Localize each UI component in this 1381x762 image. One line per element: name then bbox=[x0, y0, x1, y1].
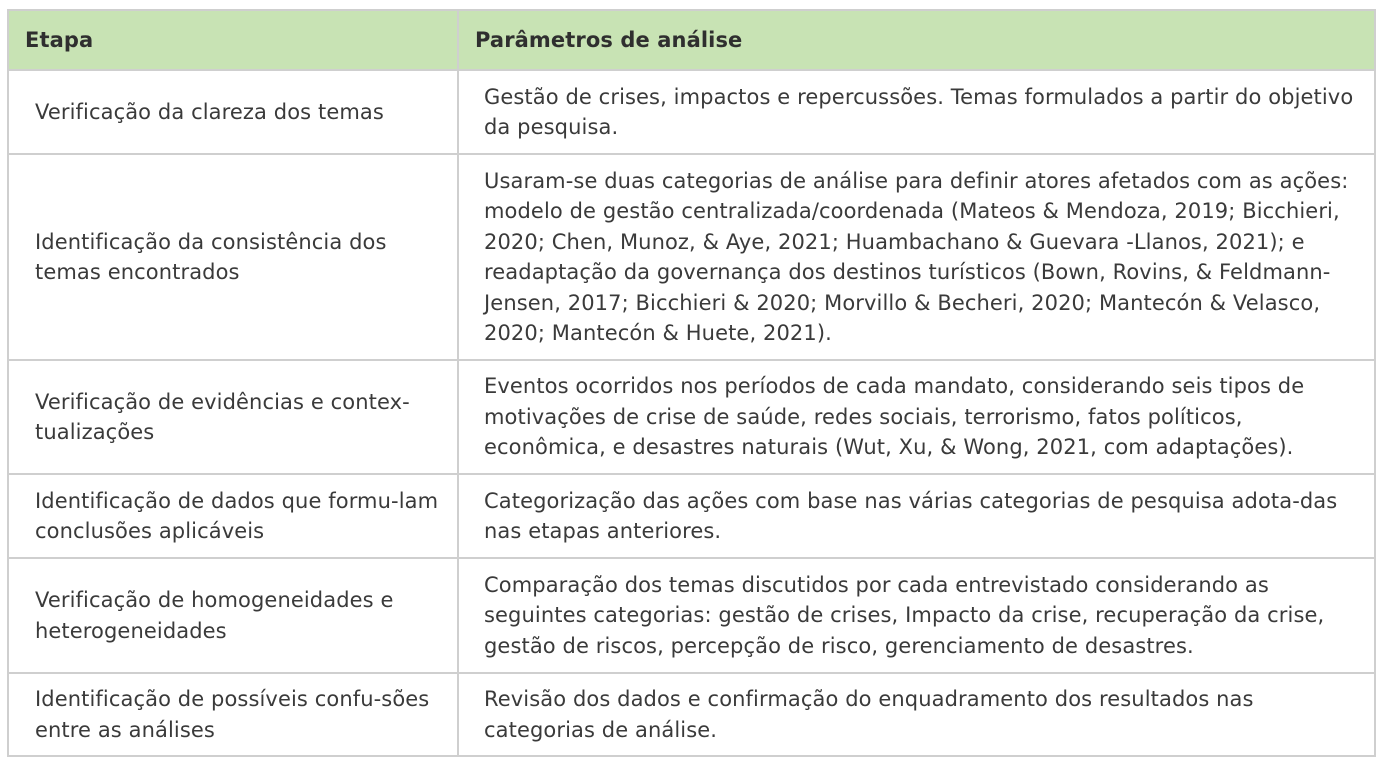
header-row bbox=[8, 10, 1375, 70]
etapa-cell: Verificação da clareza dos temas bbox=[8, 70, 458, 154]
table-row bbox=[8, 70, 1375, 154]
header-etapa: Etapa bbox=[8, 10, 458, 70]
table-row bbox=[8, 360, 1375, 474]
etapa-cell: Identificação da consistência dos temas encontrados bbox=[8, 154, 458, 360]
etapa-cell: Identificação de dados que formu-lam conclusões aplicáveis bbox=[8, 474, 458, 558]
table-row bbox=[8, 673, 1375, 756]
table-row bbox=[8, 154, 1375, 360]
header-parametros: Parâmetros de análise bbox=[458, 10, 1375, 70]
etapa-cell: Identificação de possíveis confu-sões entre as análises bbox=[8, 673, 458, 756]
parametros-cell: Gestão de crises, impactos e repercussões. Temas formulados a partir do objetivo da pesquisa. bbox=[458, 70, 1375, 154]
table-row bbox=[8, 558, 1375, 673]
etapa-cell: Verificação de homogeneidades e heterogeneidades bbox=[8, 558, 458, 673]
analysis-parameters-table bbox=[7, 9, 1376, 757]
parametros-cell: Revisão dos dados e confirmação do enquadramento dos resultados nas categorias de análise. bbox=[458, 673, 1375, 756]
parametros-cell: Usaram-se duas categorias de análise para definir atores afetados com as ações: modelo de gestão centralizada/coordenada (Mateos & Mendoza, 2019; Bicchieri, 2020; Chen, Munoz, & Aye, 2021; Huambachano & Guevara -Llanos, 2021); e readaptação da governança dos destinos turísticos (Bown, Rovins, & Feldmann-Jensen, 2017; Bicchieri & 2020; Morvillo & Becheri, 2020; Mantecón & Velasco, 2020; Mantecón & Huete, 2021). bbox=[458, 154, 1375, 360]
etapa-cell: Verificação de evidências e contex-tualizações bbox=[8, 360, 458, 474]
parametros-cell: Comparação dos temas discutidos por cada entrevistado considerando as seguintes categorias: gestão de crises, Impacto da crise, recuperação da crise, gestão de riscos, percepção de risco, gerenciamento de desastres. bbox=[458, 558, 1375, 673]
table-row bbox=[8, 474, 1375, 558]
table-body bbox=[8, 70, 1375, 756]
table-header bbox=[8, 10, 1375, 70]
parametros-cell: Categorização das ações com base nas várias categorias de pesquisa adota-das nas etapas anteriores. bbox=[458, 474, 1375, 558]
parametros-cell: Eventos ocorridos nos períodos de cada mandato, considerando seis tipos de motivações de crise de saúde, redes sociais, terrorismo, fatos políticos, econômica, e desastres naturais (Wut, Xu, & Wong, 2021, com adaptações). bbox=[458, 360, 1375, 474]
